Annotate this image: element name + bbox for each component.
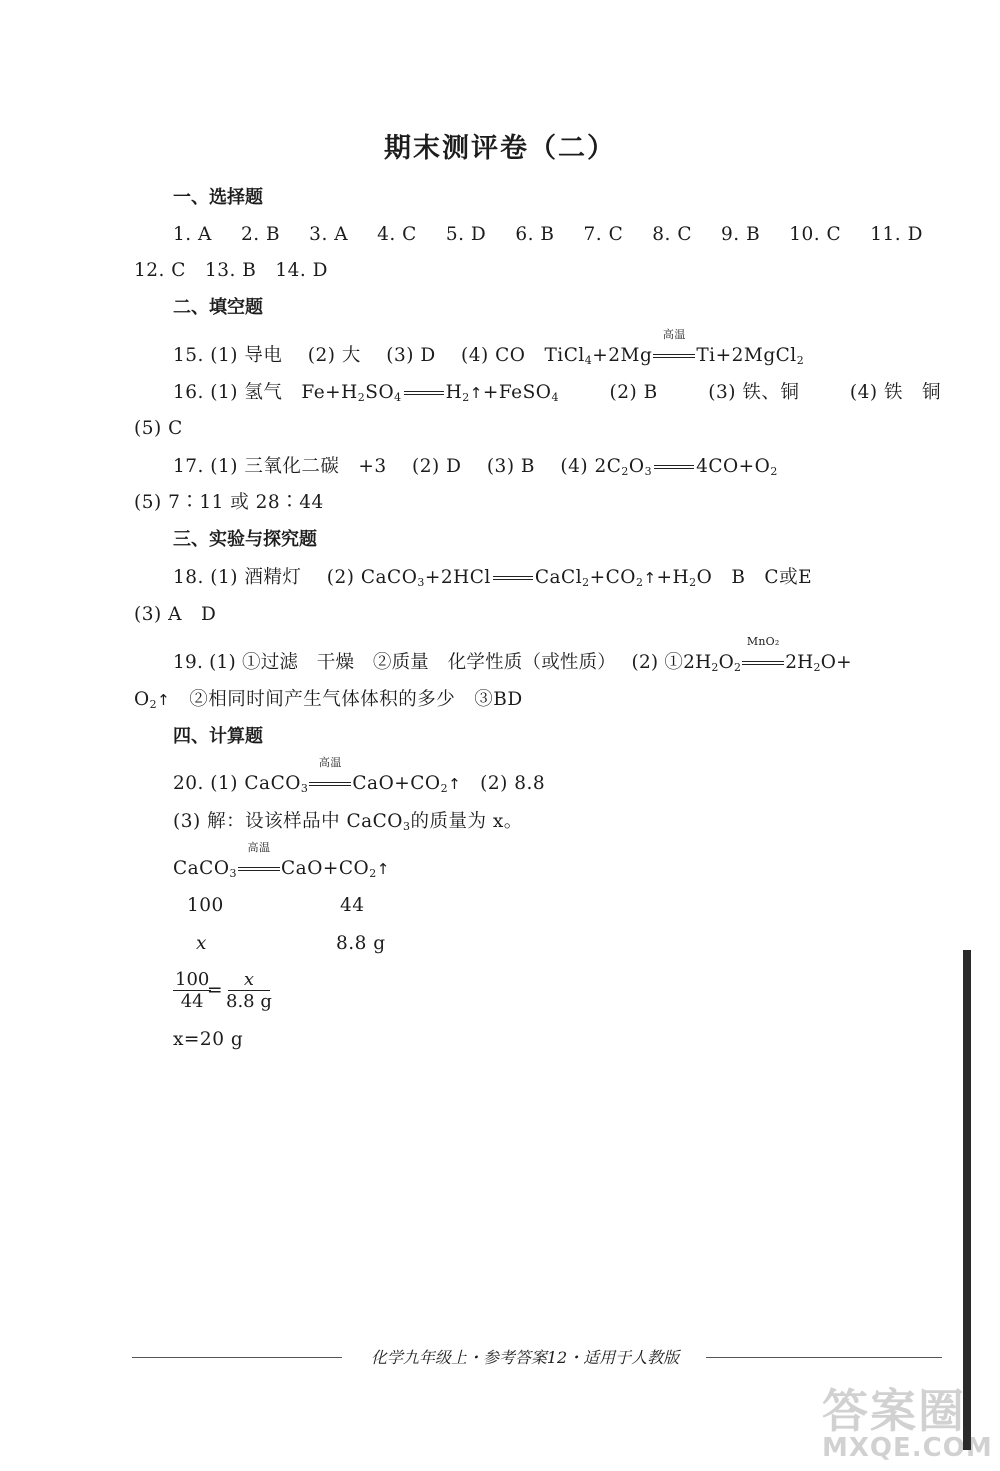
answer-q17-cont: (5) 7∶11 或 28∶44 — [134, 492, 324, 513]
answer-q18-cont: (3) A D — [134, 604, 217, 625]
answer-q17 — [173, 455, 778, 479]
answer-text: 19. (1) ①过滤 干燥 ②质量 化学性质（或性质） (2) ①2H — [173, 652, 712, 673]
choice-answer: 6. B — [515, 224, 555, 245]
section-heading-choice: 一、选择题 — [173, 187, 263, 208]
equals-bar — [654, 465, 694, 469]
answer-text: 18. (1) 酒精灯 (2) CaCO — [173, 567, 418, 588]
condition-label: 高温 — [247, 841, 271, 854]
subscript: 2 — [369, 867, 377, 880]
answer-text: CaO+CO — [281, 858, 370, 879]
condition-label: 高温 — [318, 756, 342, 769]
molar-mass-co2: 44 — [340, 895, 365, 916]
subscript: 4 — [584, 354, 593, 367]
answer-text: 2H — [785, 652, 814, 673]
subscript: 3 — [229, 867, 238, 880]
subscript: 2 — [770, 465, 778, 478]
answer-q20 — [173, 756, 546, 796]
subscript: 4 — [394, 391, 402, 404]
answer-text: +2Mg — [592, 345, 653, 366]
watermark-logo: 答案圈 — [822, 1384, 966, 1438]
answer-part: (4) 铁 铜 — [849, 382, 941, 403]
page-footer: 化学九年级上・参考答案12・适用于人教版 — [370, 1348, 680, 1367]
answer-text: H — [445, 382, 463, 403]
gas-arrow-icon: ↑ — [643, 569, 657, 587]
equals-bar — [493, 576, 533, 580]
answer-text: O — [134, 689, 150, 710]
subscript: 4 — [551, 391, 559, 404]
watermark-site: MXQE.COM — [822, 1433, 993, 1463]
answer-text: (3) 解：设该样品中 CaCO — [173, 811, 403, 832]
subscript: 2 — [440, 782, 449, 795]
subscript: 2 — [357, 391, 366, 404]
subscript: 2 — [711, 661, 719, 674]
condition-label: MnO₂ — [746, 635, 780, 648]
footer-rule-right — [706, 1357, 942, 1358]
answer-text: ②相同时间产生气体体积的多少 ③BD — [170, 689, 523, 710]
answer-text: O — [718, 652, 734, 673]
answer-text: +2HCl — [424, 567, 491, 588]
gas-arrow-icon: ↑ — [157, 691, 171, 709]
answer-text: 4CO+O — [696, 456, 771, 477]
answer-text: O — [628, 456, 645, 477]
subscript: 3 — [402, 820, 411, 833]
answer-text: 16. (1) 氢气 Fe+H — [173, 382, 358, 403]
choice-answer: 4. C — [377, 224, 417, 245]
subscript: 2 — [149, 698, 158, 711]
answer-q20-solution — [173, 810, 523, 834]
answer-result: x=20 g — [173, 1029, 244, 1050]
answer-q19 — [173, 635, 852, 675]
answer-text: 20. (1) CaCO — [173, 773, 301, 794]
reaction-condition — [308, 756, 352, 796]
gas-arrow-icon: ↑ — [376, 860, 390, 878]
answer-q18 — [173, 566, 812, 590]
answer-text: CaCl — [534, 567, 583, 588]
site-watermark — [822, 1375, 992, 1467]
choice-answer: 7. C — [583, 224, 624, 245]
answer-q15 — [173, 328, 805, 368]
page-title: 期末测评卷（二） — [384, 133, 616, 164]
subscript: 2 — [621, 465, 629, 478]
choice-answer: 1. A — [173, 224, 212, 245]
subscript: 3 — [417, 576, 425, 589]
answer-q16 — [173, 381, 941, 405]
answer-text: SO — [365, 382, 395, 403]
equals-bar — [238, 867, 280, 871]
answer-text: Ti+2MgCl — [696, 345, 797, 366]
ratio-fraction-right — [226, 969, 272, 1012]
subscript: 2 — [582, 576, 590, 589]
choice-answer: 2. B — [240, 224, 281, 245]
answer-text: O B C或E — [696, 567, 813, 588]
section-heading-fill: 二、填空题 — [173, 297, 263, 318]
equals-bar — [742, 661, 784, 665]
fraction-numerator: x — [228, 969, 270, 991]
answer-part — [173, 381, 559, 405]
subscript: 2 — [796, 354, 805, 367]
answer-text: +CO — [589, 567, 636, 588]
reaction-condition — [741, 635, 785, 675]
choice-answer: 8. C — [652, 224, 692, 245]
choice-answers-row2: 12. C 13. B 14. D — [134, 260, 328, 281]
condition-label: 高温 — [662, 328, 686, 341]
subscript: 2 — [689, 576, 697, 589]
equals-sign: = — [207, 980, 224, 1001]
reaction-condition — [237, 841, 281, 881]
equals-bar — [309, 782, 351, 786]
unknown-mass: x — [196, 933, 207, 954]
answer-text: 的质量为 x。 — [410, 811, 523, 832]
answer-text: +H — [656, 567, 690, 588]
gas-arrow-icon: ↑ — [469, 384, 483, 402]
answer-part: (3) 铁、铜 — [708, 382, 800, 403]
molar-mass-caco3: 100 — [187, 895, 224, 916]
subscript: 3 — [644, 465, 653, 478]
subscript: 2 — [635, 576, 644, 589]
answer-text: O+ — [820, 652, 852, 673]
equals-bar — [404, 391, 444, 395]
answer-text: (2) 8.8 — [461, 773, 546, 794]
fraction-numerator: 100 — [175, 969, 210, 990]
choice-answer: 5. D — [445, 224, 487, 245]
fraction-denominator: 8.8 g — [226, 991, 272, 1012]
gas-arrow-icon: ↑ — [448, 775, 462, 793]
subscript: 2 — [734, 661, 742, 674]
answer-text: +FeSO — [482, 382, 552, 403]
choice-answer: 9. B — [721, 224, 761, 245]
choice-answer: 3. A — [309, 224, 349, 245]
equals-bar — [653, 354, 695, 358]
section-heading-experiment: 三、实验与探究题 — [173, 529, 317, 550]
footer-rule-left — [132, 1357, 342, 1358]
answer-q19-cont — [134, 688, 523, 712]
subscript: 2 — [462, 391, 470, 404]
ratio-fraction-left — [173, 969, 211, 1012]
answer-q20-equation — [173, 841, 390, 881]
answer-part: (2) B — [609, 382, 658, 403]
choice-answer: 11. D — [870, 224, 923, 245]
subscript: 2 — [813, 661, 821, 674]
known-mass: 8.8 g — [336, 933, 386, 954]
answer-text: 15. (1) 导电 (2) 大 (3) D (4) CO TiCl — [173, 345, 585, 366]
choice-answers-row1 — [173, 223, 923, 247]
section-heading-calculation: 四、计算题 — [173, 726, 263, 747]
fraction-denominator: 44 — [180, 991, 204, 1012]
choice-answer: 10. C — [789, 224, 842, 245]
answer-q16-cont: (5) C — [134, 418, 183, 439]
subscript: 3 — [300, 782, 309, 795]
answer-text: CaO+CO — [352, 773, 441, 794]
reaction-condition — [652, 328, 696, 368]
answer-text: 17. (1) 三氧化二碳 +3 (2) D (3) B (4) 2C — [173, 456, 622, 477]
answer-text: CaCO — [173, 858, 230, 879]
